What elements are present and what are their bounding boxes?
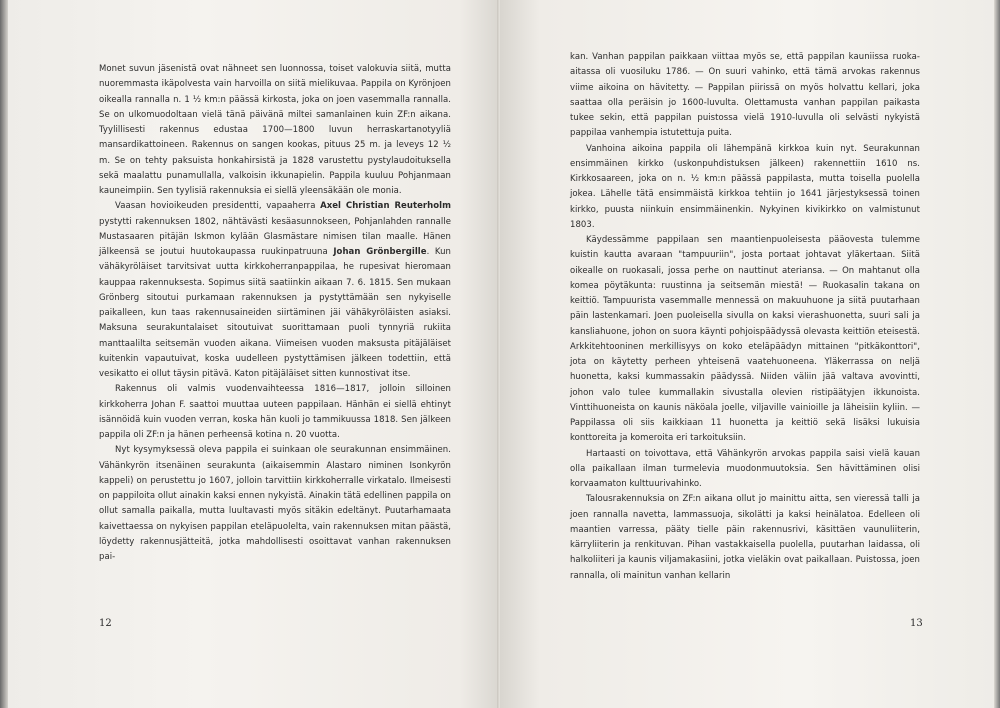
right-page-edge bbox=[994, 0, 1000, 708]
right-paragraph-1: kan. Vanhan pappilan paikkaan viittaa myös se, että pappilan kauniissa ruoka-aitassa oli vuosiluku 1786. — On suuri vahinko, että tämä arvokas rakennus viime aikoina on hävitetty. — Pappilan piirissä on myös holvattu kellari, joka saattaa olla peräisin jo 1600-luvulta. Olettamusta vanhan pappilan paikasta tukee sekin, että pappilan puistossa vielä 1910-luvulla oli selvästi nykyistä pappilaa vanhempia istutettuja puita. bbox=[570, 52, 920, 139]
right-paragraph-3: Käydessämme pappilaan sen maantienpuoleisesta pääovesta tulemme kuistin kautta avaraan "tampuuriin", josta portaat johtavat yläkertaan. Siitä oikealle on ruokasali, jossa perhe on nauttinut ateriansa. — On mahtanut olla komea pöytäkunta: ruustinna ja seitsemän miestä! — Ruokasalin takana on keittiö. Tampuurista vasemmalle mennessä on makuuhuone ja siitä puutarhaan päin lastenkamari. Joen puoleisella sivulla on kaksi vierashuonetta, suuri sali ja kansliahuone, johon on suora käynti pohjoispäädyssä olevasta keittiön eteisestä. Arkkitehtooninen merkillisyys on koko eteläpäädyn mittainen "pitkäkonttori", jota on käytetty perheen yhteisenä vaatehuoneena. Yläkerrassa on neljä huonetta, kaksi kummassakin päädyssä. Niiden väliin jää valtava avovintti, johon valo tulee kummallakin sivustalla olevien ristipäätyjen ikkunoista. Vinttihuoneista on kaunis näköala joelle, viljaville vainioille ja läheisiin kyliin. — Pappilassa oli siis kaikkiaan 11 huonetta ja keittiö sekä lisäksi lukuisia konttoreita ja komeroita eri tarkoituksiin. bbox=[570, 235, 920, 444]
name-reuterholm: Axel Christian Reuterholm bbox=[320, 201, 451, 212]
right-page-text bbox=[570, 50, 920, 584]
right-paragraph-5: Talousrakennuksia on ZF:n aikana ollut jo mainittu aitta, sen vieressä talli ja joen rannalla navetta, lammassuoja, sikolätti ja kaksi heinälatoa. Edelleen oli maantien varressa, pääty tielle päin rakennusrivi, käsittäen vaunuliiterin, kärryliiterin ja renkituvan. Pihan vastakkaisella puolella, puutarhan laidassa, oli halkoliiteri ja kaunis viljamakasiini, jotka vieläkin ovat paikallaan. Puistossa, joen rannalla, oli mainitun vanhan kellarin bbox=[570, 494, 920, 581]
left-page-edge bbox=[0, 0, 8, 708]
left-page-number: 12 bbox=[99, 618, 112, 629]
right-page bbox=[500, 0, 1000, 708]
name-gronberg: Johan Grönbergille bbox=[333, 247, 427, 257]
left-paragraph-2: Vaasan hovioikeuden presidentti, vapaaherra Axel Christian Reuterholm pystytti rakennuksen 1802, nähtävästi kesäasunnokseen, Pohjanlahden rannalle Mustasaaren pitäjän Iskmon kylään Glasmästare nimisen tilan maalle. Hänen jälkeensä se joutui huutokaupassa ruukinpatruuna Johan Grönbergille. Kun vähäkyröläiset tarvitsivat uutta kirkkoherranpappilaa, he rupesivat hieromaan kauppaa rakennuksesta. Sopimus siitä saatiinkin aikaan 7. 6. 1815. Sen mukaan Grönberg sitoutui purkamaan rakennuksen ja pystyttämään sen nykyiselle paikalleen, kun taas rakennusaineiden siirtäminen jäi vähäkyröläisten asiaksi. Maksuna seurakuntalaiset sitoutuivat suorittamaan puoli tynnyriä rukiita manttaalilta seitsemän vuoden aikana. Viimeisen vuoden maksusta pitäjäläiset kuitenkin vapautuivat, koska uudelleen pystyttämisen jälkeen todettiin, että vesikatto ei ollut täysin pitävä. Katon pitäjäläiset sitten kunnostivat itse. bbox=[99, 201, 451, 379]
left-page-text bbox=[99, 62, 451, 565]
left-paragraph-4: Nyt kysymyksessä oleva pappila ei suinkaan ole seurakunnan ensimmäinen. Vähänkyrön itsenäinen seurakunta (aikaisemmin Alastaro niminen Isonkyrön kappeli) on perustettu jo 1607, jolloin tarvittiin kirkkoherralle virkatalo. Ilmeisesti on pappiloita ollut ainakin kaksi ennen nykyistä. Ainakin tätä edellinen pappila on ollut samalla paikalla, mutta luultavasti myös sitäkin edeltänyt. Puutarhamaata kaivettaessa on nykyisen pappilan eteläpuolelta, vain rakennuksen mitan päästä, löydetty rakennusjätteitä, jotka mahdollisesti osoittavat vanhan rakennuksen pai- bbox=[99, 445, 451, 562]
left-paragraph-1: Monet suvun jäsenistä ovat nähneet sen luonnossa, toiset valokuvia siitä, mutta nuoremmasta ikäpolvesta vain harvoilla on siitä mielikuvaa. Pappila on Kyrönjoen oikealla rannalla n. 1 ½ km:n päässä kirkosta, joka on joen vasemmalla rannalla. Se on ulkomuodoltaan vielä tänä päivänä miltei samanlainen kuin ZF:n aikana. Tyylillisesti rakennus edustaa 1700—1800 luvun herraskartanotyyliä mansardikattoineen. Rakennus on sangen kookas, pituus 25 m. ja leveys 12 ½ m. Se on tehty paksuista honkahirsistä ja 1828 varustettu pystylaudoituksella sekä maalattu punamullalla, valkoisin ikkunapielin. Pappila kuuluu Pohjanmaan kauneimpiin. Sen tyylisiä rakennuksia ei siellä yleensäkään ole monia. bbox=[99, 64, 451, 196]
right-paragraph-4: Hartaasti on toivottava, että Vähänkyrön arvokas pappila saisi vielä kauan olla paikallaan ilman turmelevia muodonmuutoksia. Sen hävittäminen olisi korvaamaton kulttuurivahinko. bbox=[570, 448, 920, 489]
left-paragraph-3: Rakennus oli valmis vuodenvaihteessa 1816—1817, jolloin silloinen kirkkoherra Johan F. saattoi muuttaa uuteen pappilaan. Hänhän ei siellä ehtinyt isännöidä kuin vuoden verran, koska hän kuoli jo tammikuussa 1818. Sen jälkeen pappila oli ZF:n ja hänen perheensä kotina n. 20 vuotta. bbox=[99, 384, 451, 440]
right-page-number: 13 bbox=[910, 618, 923, 629]
right-paragraph-2: Vanhoina aikoina pappila oli lähempänä kirkkoa kuin nyt. Seurakunnan ensimmäinen kirkko (uskonpuhdistuksen jälkeen) rakennettiin 1610 ns. Kirkkosaareen, joka on n. ½ km:n päässä pappilasta, mutta toisella puolella jokea. Lähelle tätä ensimmäistä kirkkoa tehtiin jo 1641 järjestyksessä toinen kirkko, puusta niinkuin ensimmäinenkin. Nykyinen kivikirkko on valmistunut 1803. bbox=[570, 143, 920, 230]
